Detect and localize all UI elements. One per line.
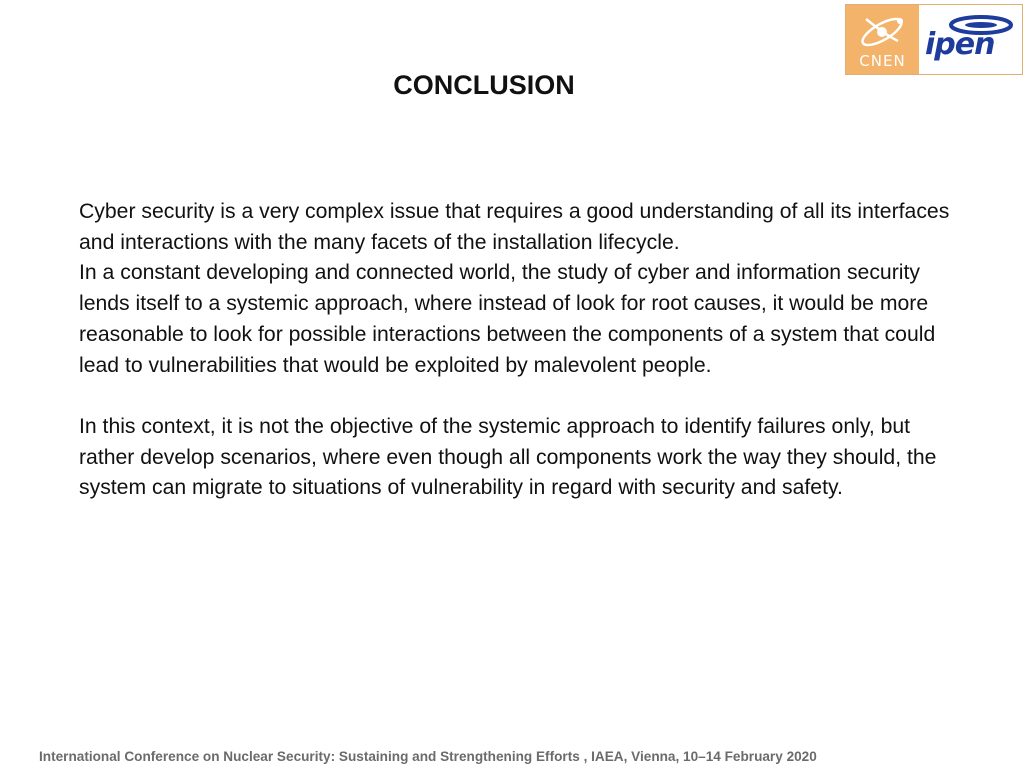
cnen-logo-text: CNEN <box>859 52 906 70</box>
ipen-logo-text: ipen <box>925 27 995 62</box>
paragraph-3: In this context, it is not the objective of the systemic approach to identify failures only, but rather develop scenarios, where even though all components work the way they should, the system can migrate to situations of vulnerability in regard with security and safety. <box>79 414 937 500</box>
slide-footer: International Conference on Nuclear Security: Sustaining and Strengthening Efforts , IAEA, Vienna, 10–14 February 2020 <box>39 749 817 764</box>
cnen-ipen-logo <box>845 4 1023 75</box>
paragraph-1: Cyber security is a very complex issue that requires a good understanding of all its interfaces and interactions with the many facets of the installation lifecycle. <box>79 200 950 254</box>
cnen-logo <box>846 5 919 74</box>
paragraph-2: In a constant developing and connected world, the study of cyber and information security lends itself to a systemic approach, where instead of look for root causes, it would be more reasonable to look for possible interactions between the components of a system that could lead to vulnerabilities that would be exploited by malevolent people. <box>79 261 936 377</box>
slide-title: CONCLUSION <box>393 70 575 100</box>
slide-body <box>79 197 964 504</box>
ipen-logo <box>919 5 1022 74</box>
